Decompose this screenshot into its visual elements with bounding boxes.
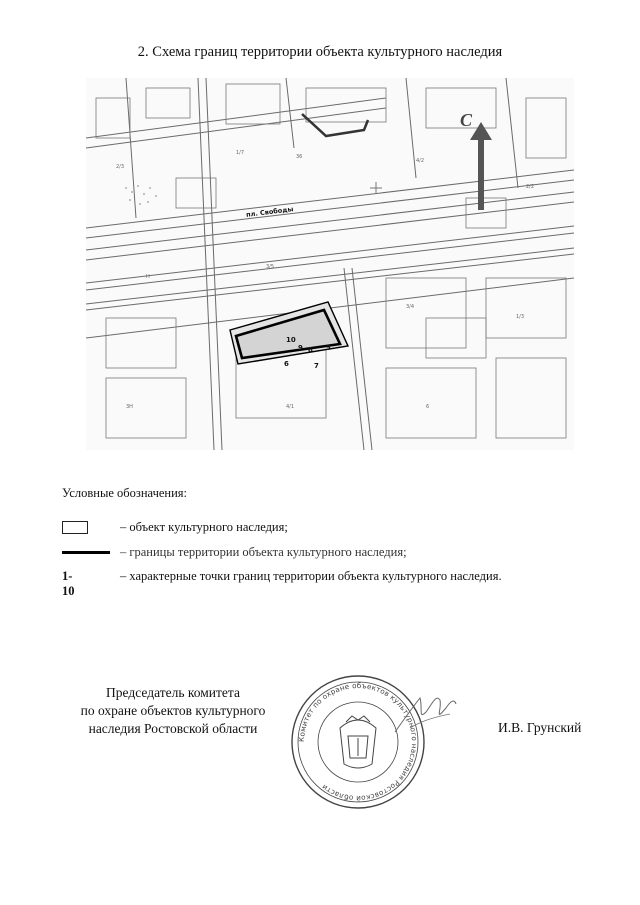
north-label: С — [460, 110, 473, 130]
point-label: 10 — [286, 336, 296, 344]
handwritten-signature — [390, 688, 460, 738]
map-drawing — [86, 78, 574, 450]
cadastral-map — [86, 78, 574, 450]
title-line: Председатель комитета — [106, 685, 240, 700]
svg-text:2/3: 2/3 — [116, 164, 125, 170]
object-symbol — [62, 521, 88, 534]
point-label: 5 — [326, 344, 331, 352]
document-title: 2. Схема границ территории объекта культурного наследия — [137, 44, 503, 60]
legend-text: – объект культурного наследия; — [120, 520, 288, 534]
signatory-title — [60, 684, 286, 738]
svg-text:4/1: 4/1 — [286, 404, 295, 410]
legend-text: – характерные точки границ территории объекта культурного наследия. — [120, 569, 502, 583]
svg-text:3Н: 3Н — [126, 404, 133, 410]
title-line: по охране объектов культурного — [80, 703, 266, 718]
svg-text:1/7: 1/7 — [236, 150, 245, 156]
point-label: 7 — [314, 362, 319, 370]
signer-name: И.В. Грунский — [498, 720, 582, 735]
point-label: 8 — [308, 346, 313, 354]
svg-text:6: 6 — [426, 404, 430, 410]
svg-text:2/2: 2/2 — [526, 184, 535, 190]
svg-text:3/5: 3/5 — [266, 264, 275, 270]
street-label: пл. Свободы — [245, 205, 294, 219]
point-label: 9 — [298, 344, 303, 352]
legend-heading: Условные обозначения: — [62, 486, 188, 500]
title-line: наследия Ростовской области — [88, 721, 258, 736]
boundary-line-symbol — [62, 551, 110, 554]
points-symbol: 1-10 — [62, 569, 75, 598]
svg-text:Н: Н — [146, 274, 150, 280]
svg-text:1/3: 1/3 — [516, 314, 525, 320]
svg-text:Комитет по охране объектов кул: Комитет по охране объектов культурного наследия Ростовской области — [296, 680, 420, 804]
svg-text:36: 36 — [296, 154, 303, 160]
svg-text:3/4: 3/4 — [406, 304, 415, 310]
point-label: 6 — [284, 360, 289, 368]
svg-text:4/2: 4/2 — [416, 158, 425, 164]
legend-text: – границы территории объекта культурного наследия; — [120, 545, 407, 559]
